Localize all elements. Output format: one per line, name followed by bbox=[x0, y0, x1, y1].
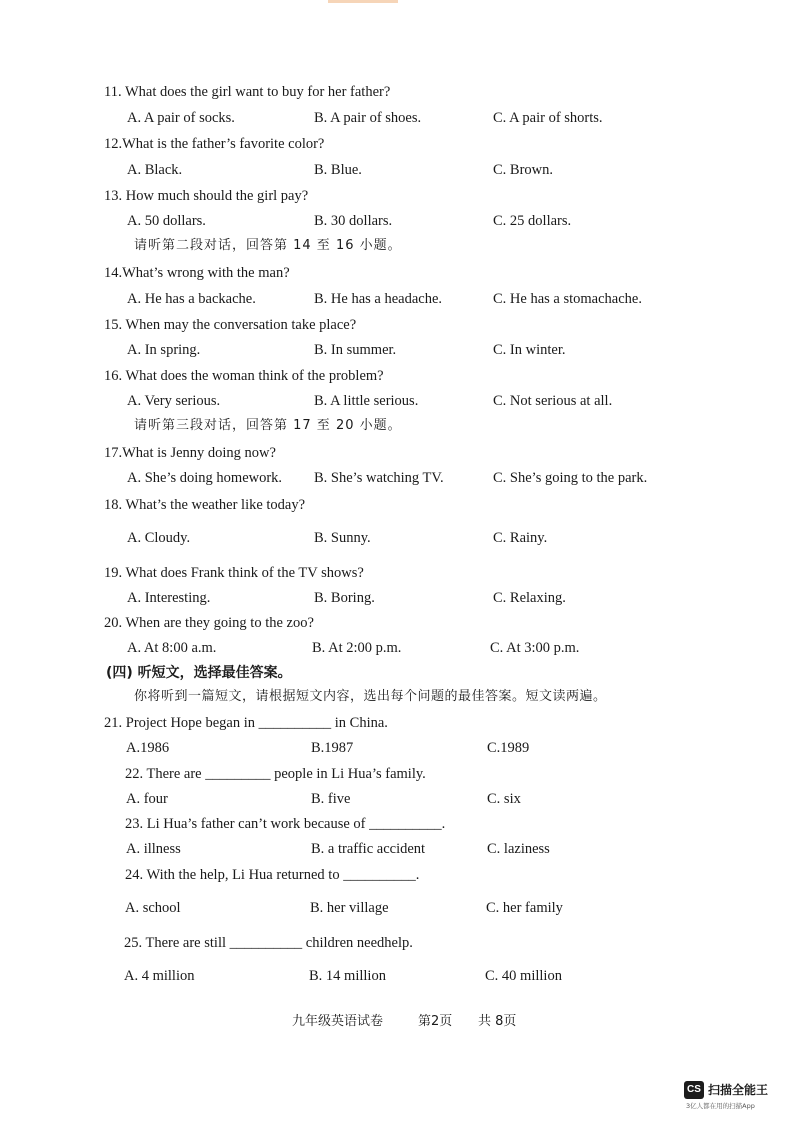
question-20-options bbox=[0, 638, 794, 658]
question-23-options bbox=[0, 839, 794, 859]
option-b: B. a traffic accident bbox=[311, 841, 426, 857]
question-22 bbox=[0, 764, 794, 784]
option-c: C. At 3:00 p.m. bbox=[490, 640, 580, 656]
question-24-options bbox=[0, 898, 794, 918]
question-20 bbox=[0, 613, 794, 633]
option-a: A. 50 dollars. bbox=[127, 213, 206, 229]
question-24 bbox=[0, 865, 794, 885]
question-16-options bbox=[0, 391, 794, 411]
option-c: C. In winter. bbox=[493, 342, 566, 358]
section-4-title: (四) 听短文，选择最佳答案。 bbox=[106, 665, 292, 681]
question-15 bbox=[0, 315, 794, 335]
question-stem: 23. Li Hua’s father can’t work because of __________. bbox=[125, 816, 446, 832]
scanner-logo-tagline: 3亿人都在用的扫描App bbox=[686, 1102, 755, 1110]
scanner-logo-name: 扫描全能王 bbox=[708, 1083, 769, 1097]
option-b: B. At 2:00 p.m. bbox=[312, 640, 402, 656]
question-stem: 14.What’s wrong with the man? bbox=[104, 265, 290, 281]
question-stem: 24. With the help, Li Hua returned to __________. bbox=[125, 867, 420, 883]
dialogue-3-instruction: 请听第三段对话，回答第 17 至 20 小题。 bbox=[134, 418, 402, 433]
question-stem: 13. How much should the girl pay? bbox=[104, 188, 309, 204]
question-22-options bbox=[0, 789, 794, 809]
option-b: B. 14 million bbox=[309, 968, 386, 984]
question-11-options bbox=[0, 108, 794, 128]
question-25 bbox=[0, 933, 794, 953]
question-14 bbox=[0, 263, 794, 283]
option-a: A. He has a backache. bbox=[127, 291, 256, 307]
question-stem: 17.What is Jenny doing now? bbox=[104, 445, 276, 461]
option-b: B. Blue. bbox=[314, 162, 362, 178]
option-b: B. 30 dollars. bbox=[314, 213, 393, 229]
question-23 bbox=[0, 814, 794, 834]
question-11 bbox=[0, 82, 794, 102]
question-stem: 11. What does the girl want to buy for her father? bbox=[104, 84, 391, 100]
question-stem: 21. Project Hope began in __________ in China. bbox=[104, 715, 388, 731]
option-c: C. Brown. bbox=[493, 162, 554, 178]
option-a: A. Cloudy. bbox=[127, 530, 191, 546]
question-25-options bbox=[0, 966, 794, 986]
option-b: B. Boring. bbox=[314, 590, 375, 606]
question-stem: 20. When are they going to the zoo? bbox=[104, 615, 314, 631]
question-15-options bbox=[0, 340, 794, 360]
question-21 bbox=[0, 713, 794, 733]
option-c: C. 40 million bbox=[485, 968, 562, 984]
question-stem: 18. What’s the weather like today? bbox=[104, 497, 306, 513]
option-b: B. She’s watching TV. bbox=[314, 470, 444, 486]
scanner-logo-icon: CS bbox=[684, 1081, 704, 1099]
option-a: A. school bbox=[125, 900, 181, 916]
question-stem: 12.What is the father’s favorite color? bbox=[104, 136, 325, 152]
option-b: B. In summer. bbox=[314, 342, 397, 358]
option-b: B. five bbox=[311, 791, 351, 807]
option-a: A. 4 million bbox=[124, 968, 195, 984]
question-19-options bbox=[0, 588, 794, 608]
question-12-options bbox=[0, 160, 794, 180]
dialogue-2-instruction: 请听第二段对话，回答第 14 至 16 小题。 bbox=[134, 238, 402, 253]
question-21-options bbox=[0, 738, 794, 758]
option-c: C. A pair of shorts. bbox=[493, 110, 603, 126]
option-b: B. her village bbox=[310, 900, 389, 916]
option-b: B. He has a headache. bbox=[314, 291, 443, 307]
question-stem: 25. There are still __________ children needhelp. bbox=[124, 935, 413, 951]
option-c: C. He has a stomachache. bbox=[493, 291, 642, 307]
footer-page-number: 第2页 bbox=[418, 1014, 453, 1029]
question-stem: 16. What does the woman think of the problem? bbox=[104, 368, 384, 384]
question-13 bbox=[0, 186, 794, 206]
option-c: C. Rainy. bbox=[493, 530, 548, 546]
option-c: C. six bbox=[487, 791, 521, 807]
option-b: B. Sunny. bbox=[314, 530, 371, 546]
option-b: B. A little serious. bbox=[314, 393, 419, 409]
option-c: C. Relaxing. bbox=[493, 590, 566, 606]
question-stem: 19. What does Frank think of the TV shows? bbox=[104, 565, 364, 581]
option-a: A. Very serious. bbox=[127, 393, 221, 409]
question-17 bbox=[0, 443, 794, 463]
option-a: A. She’s doing homework. bbox=[127, 470, 283, 486]
question-18-options bbox=[0, 528, 794, 548]
option-a: A. At 8:00 a.m. bbox=[127, 640, 217, 656]
option-a: A. Black. bbox=[127, 162, 183, 178]
option-a: A. illness bbox=[126, 841, 181, 857]
page-footer bbox=[0, 1012, 794, 1032]
scanner-app-logo bbox=[684, 1079, 790, 1115]
option-a: A. four bbox=[126, 791, 168, 807]
footer-exam-name: 九年级英语试卷 bbox=[292, 1014, 384, 1029]
question-stem: 15. When may the conversation take place? bbox=[104, 317, 357, 333]
top-edge-mark bbox=[328, 0, 398, 3]
option-c: C. her family bbox=[486, 900, 563, 916]
question-stem: 22. There are _________ people in Li Hua’s family. bbox=[125, 766, 426, 782]
option-a: A. Interesting. bbox=[127, 590, 211, 606]
option-c: C. She’s going to the park. bbox=[493, 470, 648, 486]
option-b: B. A pair of shoes. bbox=[314, 110, 422, 126]
option-b: B.1987 bbox=[311, 740, 354, 756]
option-c: C. 25 dollars. bbox=[493, 213, 572, 229]
section-4-instruction: 你将听到一篇短文，请根据短文内容，选出每个问题的最佳答案。短文读两遍。 bbox=[134, 689, 607, 704]
question-14-options bbox=[0, 289, 794, 309]
option-c: C. laziness bbox=[487, 841, 550, 857]
question-12 bbox=[0, 134, 794, 154]
question-19 bbox=[0, 563, 794, 583]
option-a: A. In spring. bbox=[127, 342, 201, 358]
footer-total-pages: 共 8页 bbox=[478, 1014, 517, 1029]
option-a: A. A pair of socks. bbox=[127, 110, 235, 126]
option-c: C. Not serious at all. bbox=[493, 393, 613, 409]
option-c: C.1989 bbox=[487, 740, 530, 756]
question-13-options bbox=[0, 211, 794, 231]
option-a: A.1986 bbox=[126, 740, 170, 756]
question-17-options bbox=[0, 468, 794, 488]
question-16 bbox=[0, 366, 794, 386]
question-18 bbox=[0, 495, 794, 515]
